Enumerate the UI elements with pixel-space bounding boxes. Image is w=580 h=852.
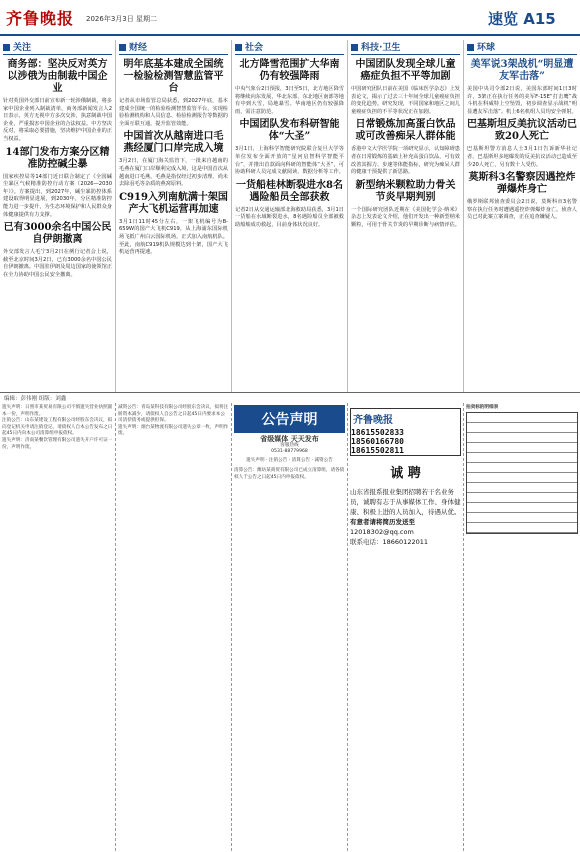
column-head-label: 财经 — [129, 43, 148, 53]
issue-date: 2026年3月3日 星期二 — [86, 15, 157, 23]
article-body: 美国中央司令部2日说，美国东部时间1日3时许，3架正在执行任务的美军F-15E“打击鹰”战斗机在科威特上空坠毁，初步调查显示战机“明显遭友军击落”。机上6名机组人员均安全弹射。 — [467, 86, 577, 115]
table-row — [467, 493, 577, 503]
recruit-body: 山东省报系报业集团招聘若干名业务员，诚聘有志于从事媒体工作、身体健康、积极上进的人员加入，待遇从优。 — [350, 488, 461, 516]
recruit-title: 诚 聘 — [390, 466, 421, 481]
article-headline: 中国团队发现全球儿童癌症负担不平等加剧 — [355, 59, 456, 82]
notice-item: 遗失声明：烟台某物流有限公司遗失公章一枚，声明作废。 — [118, 424, 229, 437]
news-column — [348, 40, 464, 392]
column-head — [467, 40, 577, 55]
service-phone: 0531-88779968 — [271, 449, 308, 455]
article-body: 针对英国外交部日前宣布新一轮涉俄制裁，将多家中国企业列入制裁清单，商务部新闻发言人2日表示，英方无视中方多次交涉，执意制裁中国企业，严重损害中国企业的合法权益。中方坚决反对，将采取必要措施，坚决维护中国企业的正当权益。 — [3, 98, 112, 142]
table-row — [467, 423, 577, 433]
recruit-email: 12018302@qq.com — [350, 528, 414, 536]
ad-column-2 — [116, 403, 232, 851]
news-column — [464, 40, 580, 392]
table-row — [467, 523, 577, 533]
notice-item: 遗失声明：济南某餐饮管理有限公司遗失开户许可证一份，声明作废。 — [2, 437, 113, 450]
table-row — [467, 513, 577, 523]
media-slogan: 省级媒体 天天发布 — [260, 435, 319, 443]
article-body: 一个国际研究团队近期在《美国化学会·纳米》杂志上发表论文介绍，他们开发出一种新型纳米颗粒，可用于骨关节炎的早期诊断与病情评估。 — [351, 206, 460, 228]
article-body: 俄罗斯联邦侦查委员会2日说，莫斯科市3名警察在执行任务时遭遇遥控炸弹爆炸身亡。侦查人员已对此案立案调查，正在追查嫌疑人。 — [467, 199, 577, 221]
article-headline: 北方降雪范围扩大华南仍有较强降雨 — [239, 59, 340, 82]
news-column — [232, 40, 348, 392]
column-head-label: 社会 — [245, 43, 264, 53]
section-square-icon — [235, 44, 242, 51]
table-row — [467, 413, 577, 423]
column-head-label: 环球 — [477, 43, 496, 53]
phone-2: 18560166780 — [351, 437, 404, 446]
column-head — [351, 40, 460, 55]
masthead — [0, 0, 580, 36]
notice-item: 注销公告：山东某建设工程有限公司经股东会决议，拟向登记机关申请注销登记，请债权人自本公告发布之日起45日内向本公司清算组申报债权。 — [2, 418, 113, 437]
table-row — [467, 473, 577, 483]
article-body: 香港中文大学医学院一项研究显示，认知障碍患者在日常锻炼的基础上补充高蛋白饮品，可有效改善其握力、步速等体能指标，研究为痴呆人群的健康干预提供了新思路。 — [351, 146, 460, 176]
auction-table — [466, 412, 578, 534]
news-column — [0, 40, 116, 392]
article-headline: 日常锻炼加高蛋白饮品或可改善痴呆人群体能 — [355, 119, 456, 143]
column-head-label: 关注 — [13, 43, 32, 53]
article-headline: 一货船桂林断裂进水8名遇险船员全部获救 — [236, 179, 343, 203]
column-head — [235, 40, 344, 55]
recruit-contact: 有意者请将简历发送至 — [350, 518, 415, 526]
notice-item: 减资公告：青岛某科技有限公司经股东会决议，拟将注册资本减少，请债权人自公告之日起45日内要求本公司清偿债务或提供担保。 — [118, 405, 229, 424]
article-headline: 美军说3架战机“明显遭友军击落” — [470, 59, 574, 82]
article-headline: 明年底基本建成全国统一检验检测智慧监管平台 — [123, 59, 224, 94]
article-body: 外交部发言人毛宁3月2日在例行记者会上说，截至北京时间3月2日，已有3000余名中国公民自伊朗撤离。中国驻伊朗及周边国家的使领馆正在全力协助中国公民安全撤离。 — [3, 249, 112, 278]
section-square-icon — [3, 44, 10, 51]
recruit-phone: 联系电话：18660122011 — [350, 538, 428, 546]
ad-column-5 — [464, 403, 580, 851]
ad-column-3 — [232, 403, 348, 851]
ad-column-1 — [0, 403, 116, 851]
section-square-icon — [351, 44, 358, 51]
phone-3: 18615502811 — [351, 446, 404, 455]
article-body: 记者2日从交通运输部北海救助局获悉，3月1日一货船在水域断裂进水，8名遇险船员全部被救助船舶成功救起，目前身体状况良好。 — [235, 206, 344, 228]
table-row — [467, 433, 577, 443]
article-body: 3月2日，在厦门海关监管下，一批来自越南的毛燕在厦门口岸顺利完成入境，这是中国首次从越南进口毛燕。毛燕是指仅经过初步清理、尚未去除羽毛等杂质的燕窝原料。 — [119, 158, 228, 188]
article-body: 中央气象台2日预报，3日至5日，北方地区降雪将继续向东发展，华北东部、东北地区南部等地有中到大雪，局地暴雪。华南地区仍有较强降雨，需注意防范。 — [235, 86, 344, 115]
column-head — [3, 40, 112, 55]
article-headline: 已有3000余名中国公民自伊朗撤离 — [3, 222, 112, 246]
editor-credit: 编辑：彭伟刚 组版：刘鑫 — [4, 396, 67, 402]
service-label: 客服热线 — [280, 442, 299, 448]
ad-column-4 — [348, 403, 464, 851]
table-row — [467, 463, 577, 473]
column-head-label: 科技·卫生 — [361, 43, 401, 53]
article-body: 巴基斯坦警方消息人士3月1日告诉新华社记者，巴基斯坦多地爆发的反美抗议活动已造成至少20人死亡，另有数十人受伤。 — [467, 146, 577, 168]
section-square-icon — [467, 44, 474, 51]
table-row — [467, 453, 577, 463]
article-headline: 新型纳米颗粒助力骨关节炎早期判别 — [355, 179, 456, 203]
article-headline: 商务部：坚决反对英方以涉俄为由制裁中国企业 — [7, 59, 108, 94]
column-head — [119, 40, 228, 55]
article-headline: 莫斯科3名警察因遇控炸弹爆炸身亡 — [468, 172, 576, 196]
article-headline: C919入列南航满十架国产大飞机运营再加速 — [119, 191, 228, 215]
article-body: 3月1日11时45分左右，一架飞机编号为B-659W的国产大飞机C919，从上海浦东国际机场飞抵广州白云国际机场，正式加入南航机队。至此，南航C919机队规模达到十架，国产大飞机运营再提速。 — [119, 218, 228, 256]
phone-1: 18615502833 — [351, 428, 404, 437]
section-square-icon — [119, 44, 126, 51]
article-headline: 中国团队发布科研智能体“大圣” — [239, 119, 340, 143]
news-column — [116, 40, 232, 392]
article-headline: 巴基斯坦反美抗议活动已致20人死亡 — [467, 119, 577, 143]
newspaper-logo: 齐鲁晚报 — [6, 9, 75, 28]
article-body: 国家疾控局等14部门近日联合制定了《全国碱尘暴区气候精准防控行动方案（2026—2030年）》。方案提出，到2027年，碱尘暴防控体系建设取得明显进展，到2030年，分区精准防控能力进一步提升，为生态环境保护和人民群众身体健康提供有力支撑。 — [3, 173, 112, 218]
page-section-title: 速览 A15 — [488, 10, 556, 28]
article-body: 3月1日，上海科学智能研究院联合复旦大学等单位发布全面开放的“星河启智科学智能平台”，并推出首款面向科研的智能体“大圣”，可协助科研人员完成文献阅读、数据分析等工作。 — [235, 146, 344, 176]
notice-scope: 遗失声明 · 注销公告 · 清算公告 · 减资公告 — [246, 457, 333, 463]
table-caption: 拍卖标的明细表 — [466, 405, 499, 410]
article-headline: 中国首次从越南进口毛燕经厦门口岸完成入境 — [123, 131, 224, 155]
article-headline: 14部门发布方案分区精准防控碱尘暴 — [5, 146, 110, 170]
contact-box — [350, 408, 461, 456]
paper-name: 齐鲁晚报 — [353, 415, 393, 426]
notice-item: 遗失声明：日照市某贸易有限公司不慎遗失营业执照副本一份，声明作废。 — [2, 405, 113, 417]
notice-banner: 公告声明 — [234, 405, 345, 433]
table-row — [467, 503, 577, 513]
ads-section — [0, 403, 580, 851]
article-body: 记者从市场监管总局获悉，到2027年底，基本建成全国统一的检验检测智慧监管平台，实现检验检测机构和人员信息、检验检测报告等数据的全面互联互通，提升监管效能。 — [119, 98, 228, 127]
article-body: 中国研究团队日前在美国《临床医学杂志》上发表论文，揭示了过去三十年间全球儿童癌症负担的变化趋势。研究发现，不同国家和地区之间儿童癌症负担的不平等状况正在加剧。 — [351, 86, 460, 115]
notice-item: 清算公告：潍坊某商贸有限公司已成立清算组，请各债权人于公告之日起45日内申报债权。 — [234, 468, 345, 480]
table-row — [467, 443, 577, 453]
table-row — [467, 483, 577, 493]
